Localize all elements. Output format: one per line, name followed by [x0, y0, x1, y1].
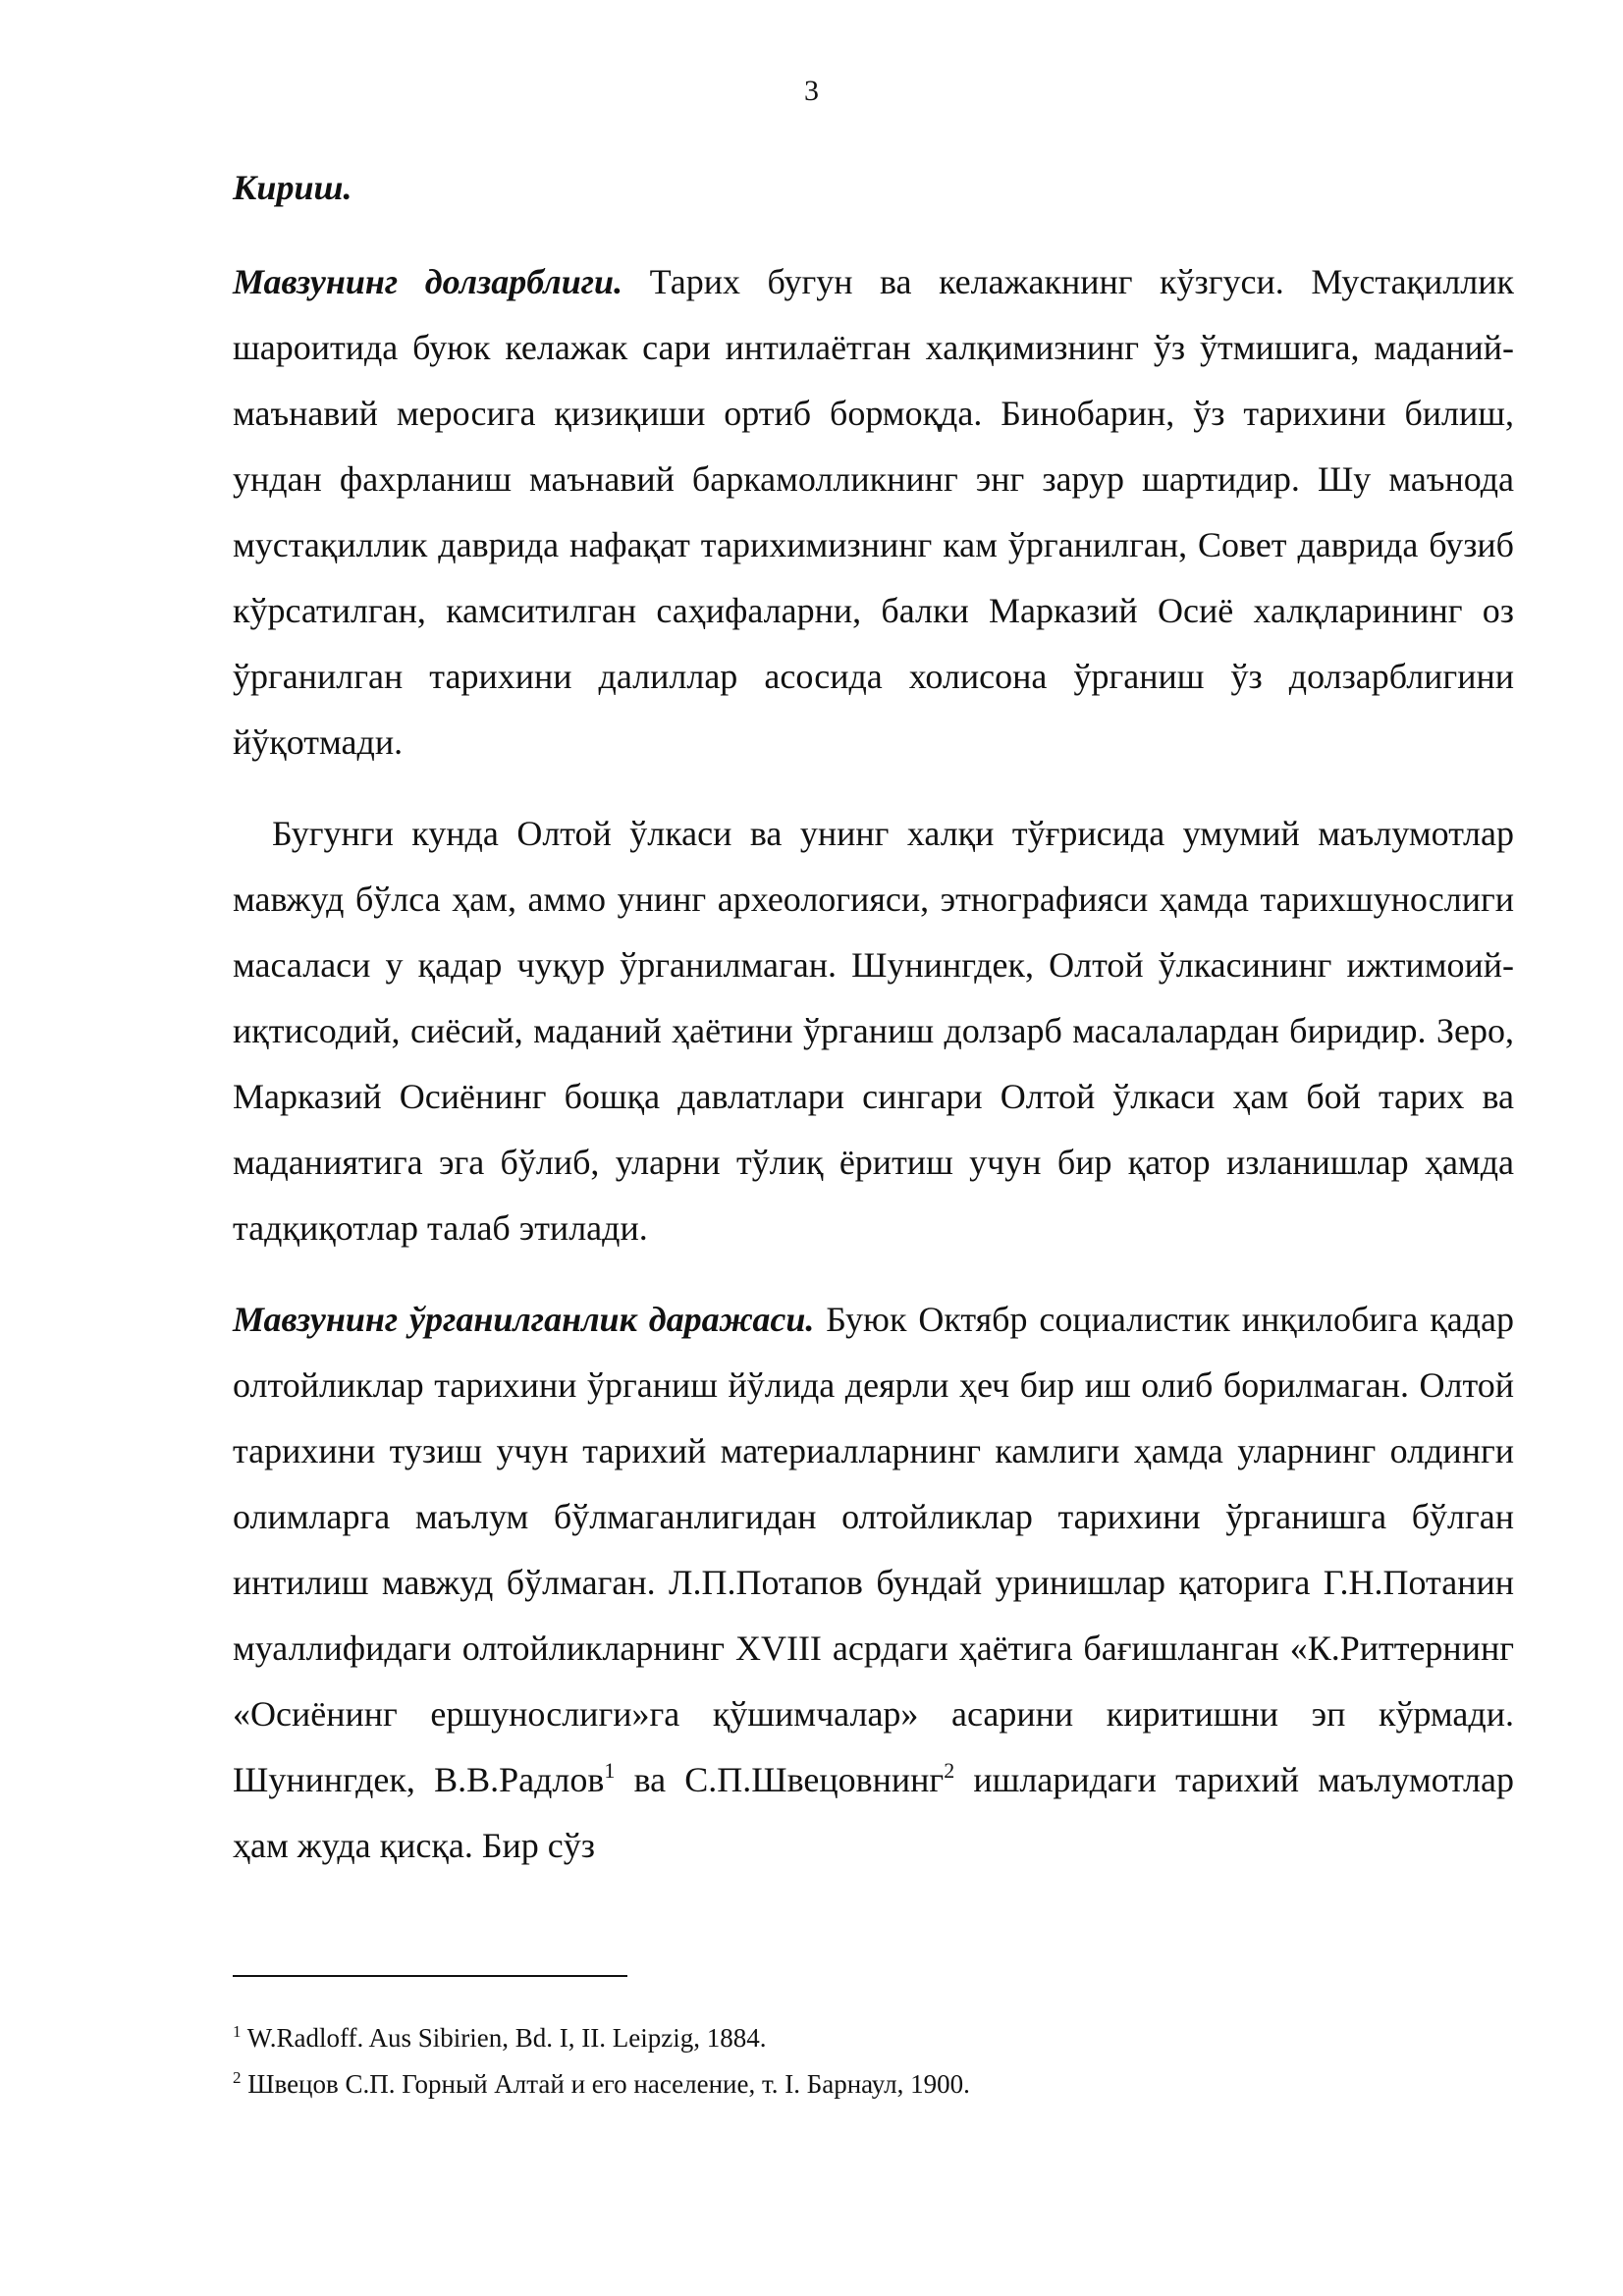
- footnote-ref-2[interactable]: 2: [944, 1758, 955, 1783]
- footnote-1: [233, 2015, 1514, 2061]
- paragraph-study-degree: [233, 1287, 1514, 1879]
- paragraph-lead-study-degree: Мавзунинг ўрганилганлик даражаси.: [233, 1300, 815, 1339]
- paragraph-text: Бугунги кунда Олтой ўлкаси ва унинг халқи тўғрисида умумий маълумотлар мавжуд бўлса ҳам, аммо унинг археологияси, этнографияси ҳамда тарихшунослиги масаласи у қадар чуқур ўрганилмаган. Шунингдек, Олтой ўлкасининг ижтимоий-иқтисодий, сиёсий, маданий ҳаётини ўрганиш долзарб масалалардан биридир. Зеро, Марказий Осиёнинг бошқа давлатлари сингари Олтой ўлкаси ҳам бой тарих ва маданиятига эга бўлиб, уларни тўлиқ ёритиш учун бир қатор изланишлар ҳамда тадқиқотлар талаб этилади.: [233, 814, 1514, 1248]
- footnote-mark: 1: [233, 2022, 242, 2041]
- page-number: 3: [804, 75, 819, 107]
- paragraph-text: Буюк Октябр социалистик инқилобига қадар олтойликлар тарихини ўрганиш йўлида деярли ҳеч бир иш олиб борилмаган. Олтой тарихини тузиш учун тарихий материалларнинг камлиги ҳамда уларнинг олдинги олимларга маълум бўлмаганлигидан олтойликлар тарихини ўрганишга бўлган интилиш мавжуд бўлмаган. Л.П.Потапов бундай уринишлар қаторига Г.Н.Потанин муаллифидаги олтойликларнинг XVIII асрдаги ҳаётига бағишланган «К.Риттернинг «Осиёнинг ершунослиги»га қўшимчалар» асарини киритишни эп кўрмади. Шунингдек, В.В.Радлов: [233, 1300, 1514, 1799]
- paragraph-altai-region: [233, 801, 1514, 1261]
- footnote-2: [233, 2061, 1514, 2108]
- footnote-text: Швецов С.П. Горный Алтай и его население, т. I. Барнаул, 1900.: [241, 2069, 970, 2099]
- paragraph-text: Тарих бугун ва келажакнинг кўзгуси. Мустақиллик шароитида буюк келажак сари интилаётган халқимизнинг ўз ўтмишига, маданий-маънавий меросига қизиқиши ортиб бормоқда. Бинобарин, ўз тарихини билиш, ундан фахрланиш маънавий баркамолликнинг энг зарур шартидир. Шу маънода мустақиллик даврида нафақат тарихимизнинг кам ўрганилган, Совет даврида бузиб кўрсатилган, камситилган саҳифаларни, балки Марказий Осиё халқларининг оз ўрганилган тарихини далиллар асосида холисона ўрганиш ўз долзарблигини йўқотмади.: [233, 262, 1514, 762]
- footnote-separator: [233, 1975, 627, 1977]
- paragraph-relevance: [233, 249, 1514, 775]
- paragraph-text: ва С.П.Швецовнинг: [615, 1760, 945, 1799]
- section-heading: Кириш.: [233, 168, 352, 207]
- footnotes: [233, 2015, 1514, 2108]
- paragraph-text: ишларидаги тарихий маълумотлар ҳам жуда қисқа. Бир сўз: [233, 1760, 1514, 1865]
- paragraph-lead-relevance: Мавзунинг долзарблиги.: [233, 262, 623, 301]
- document-body: [233, 155, 1514, 1904]
- footnote-mark: 2: [233, 2068, 242, 2087]
- footnote-text: W.Radloff. Aus Sibirien, Bd. I, II. Leipzig, 1884.: [241, 2023, 767, 2053]
- footnote-ref-1[interactable]: 1: [604, 1758, 616, 1783]
